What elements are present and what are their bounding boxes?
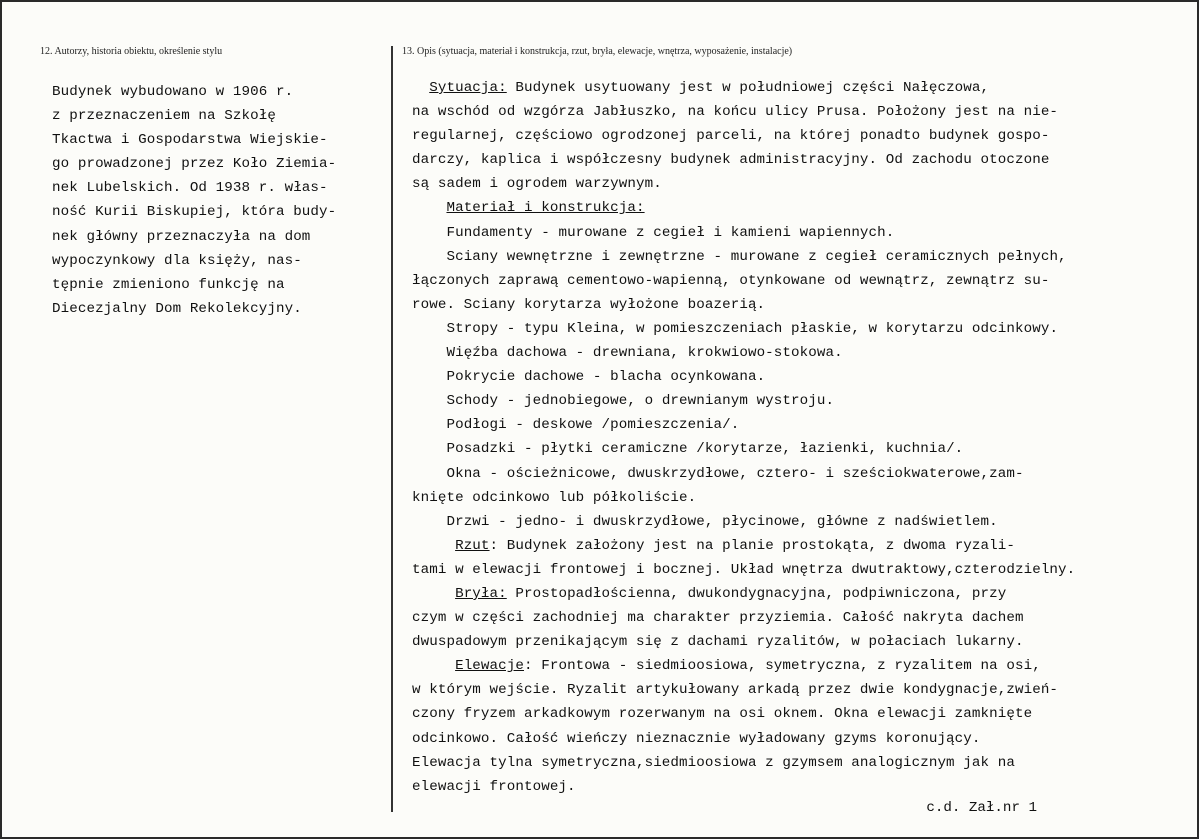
text-line (412, 437, 1075, 461)
section-heading: Sytuacja: (429, 80, 507, 96)
text-line: wypoczynkowy dla księży, nas- (52, 252, 302, 269)
line-text: knięte odcinkowo lub półkoliście. (412, 489, 697, 506)
line-text: czony fryzem arkadkowym rozerwanym na osi oknem. Okna elewacji zamknięte (412, 706, 1033, 723)
line-text: tami w elewacji frontowej i bocznej. Układ wnętrza dwutraktowy,czterodzielny. (412, 561, 1076, 578)
line-text: rowe. Sciany korytarza wyłożone boazerią. (412, 296, 766, 313)
line-text: w którym wejście. Ryzalit artykułowany arkadą przez dwie kondygnacje,zwień- (412, 682, 1059, 699)
line-text: elewacji frontowej. (412, 778, 576, 795)
text-line (412, 654, 1075, 678)
line-text: Prostopadłościenna, dwukondygnacyjna, podpiwniczona, przy (506, 585, 1007, 602)
text-line (412, 582, 1075, 606)
line-text: : Frontowa - siedmioosiowa, symetryczna, z ryzalitem na osi, (524, 658, 1041, 675)
text-line (412, 172, 1075, 196)
text-line: Tkactwa i Gospodarstwa Wiejskie- (52, 132, 328, 149)
text-line (412, 727, 1075, 751)
line-text: Podłogi - deskowe /pomieszczenia/. (446, 417, 740, 434)
right-column-text (412, 76, 1075, 799)
text-line (412, 341, 1075, 365)
text-line: nek Lubelskich. Od 1938 r. włas- (52, 180, 328, 197)
column-divider (391, 46, 393, 812)
line-text: Więźba dachowa - drewniana, krokwiowo-stokowa. (446, 345, 843, 362)
text-line (412, 389, 1075, 413)
text-line (412, 751, 1075, 775)
line-text: Okna - ościeżnicowe, dwuskrzydłowe, cztero- i sześciokwaterowe,zam- (446, 465, 1024, 482)
text-line (412, 606, 1075, 630)
section-heading: Bryła: (455, 585, 507, 602)
line-text: na wschód od wzgórza Jabłuszko, na końcu ulicy Prusa. Położony jest na nie- (412, 104, 1059, 121)
text-line (412, 124, 1075, 148)
line-text: czym w części zachodniej ma charakter przyziemia. Całość nakryta dachem (412, 610, 1024, 627)
left-column-header: 12. Autorzy, historia obiektu, określenie stylu (40, 46, 223, 57)
text-line (412, 486, 1075, 510)
line-text: Pokrycie dachowe - blacha ocynkowana. (446, 369, 766, 386)
line-text: są sadem i ogrodem warzywnym. (412, 176, 662, 193)
text-line (412, 413, 1075, 437)
text-line: z przeznaczeniem na Szkołę (52, 108, 276, 125)
line-text: Sciany wewnętrzne i zewnętrzne - murowane z cegieł ceramicznych pełnych, (446, 248, 1067, 265)
text-line (412, 196, 1075, 220)
text-line (412, 462, 1075, 486)
text-line (412, 293, 1075, 317)
section-heading: Rzut (455, 537, 490, 554)
text-line: tępnie zmieniono funkcję na (52, 276, 285, 293)
line-text: Schody - jednobiegowe, o drewnianym wystroju. (446, 393, 835, 410)
text-line (412, 317, 1075, 341)
line-text: Elewacja tylna symetryczna,siedmioosiowa z gzymsem analogicznym jak na (412, 754, 1015, 771)
text-line: Diecezjalny Dom Rekolekcyjny. (52, 300, 302, 317)
line-text: łączonych zaprawą cementowo-wapienną, otynkowane od wewnątrz, zewnątrz su- (412, 272, 1050, 289)
section-heading: Elewacje (455, 658, 524, 675)
text-line (412, 221, 1075, 245)
text-line (412, 630, 1075, 654)
text-line (412, 702, 1075, 726)
text-line (412, 510, 1075, 534)
text-line (412, 365, 1075, 389)
text-line: nek główny przeznaczyła na dom (52, 228, 311, 245)
continuation-note: c.d. Zał.nr 1 (926, 800, 1037, 816)
section-heading: Materiał i konstrukcja: (446, 200, 645, 217)
text-line (412, 76, 1075, 100)
line-text: dwuspadowym przenikającym się z dachami ryzalitów, w połaciach lukarny. (412, 634, 1024, 651)
line-text: odcinkowo. Całość wieńczy nieznacznie wyładowany gzyms koronujący. (412, 730, 981, 747)
line-text: Budynek usytuowany jest w południowej części Nałęczowa, (506, 80, 990, 96)
line-text: Stropy - typu Kleina, w pomieszczeniach płaskie, w korytarzu odcinkowy. (446, 320, 1059, 337)
line-text: regularnej, częściowo ogrodzonej parceli, na której ponadto budynek gospo- (412, 128, 1050, 145)
text-line (412, 678, 1075, 702)
text-line (412, 245, 1075, 269)
text-line: Budynek wybudowano w 1906 r. (52, 84, 294, 100)
right-column-header: 13. Opis (sytuacja, materiał i konstrukcja, rzut, bryła, elewacje, wnętrza, wyposażenie, instalacje) (402, 46, 793, 57)
left-column-text (52, 80, 336, 321)
text-line (412, 100, 1075, 124)
text-line (412, 148, 1075, 172)
text-line (412, 534, 1075, 558)
line-text: darczy, kaplica i współczesny budynek administracyjny. Od zachodu otoczone (412, 152, 1050, 169)
text-line (412, 775, 1075, 799)
line-text: Drzwi - jedno- i dwuskrzydłowe, płycinowe, główne z nadświetlem. (446, 513, 998, 530)
text-line: go prowadzonej przez Koło Ziemia- (52, 156, 337, 173)
text-line (412, 269, 1075, 293)
text-line (412, 558, 1075, 582)
line-text: Posadzki - płytki ceramiczne /korytarze, łazienki, kuchnia/. (446, 441, 964, 458)
text-line: ność Kurii Biskupiej, która budy- (52, 204, 337, 221)
line-text: Fundamenty - murowane z cegieł i kamieni wapiennych. (446, 224, 895, 241)
line-text: : Budynek założony jest na planie prostokąta, z dwoma ryzali- (489, 537, 1015, 554)
